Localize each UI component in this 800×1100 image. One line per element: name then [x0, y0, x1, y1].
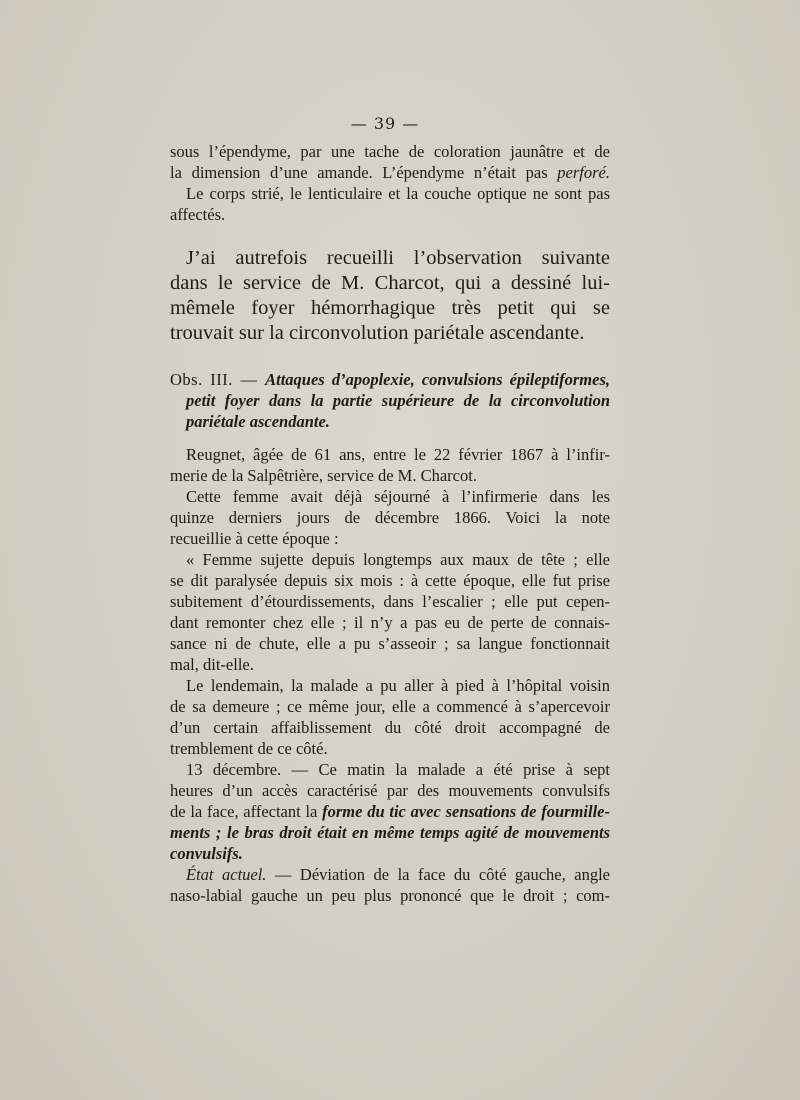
text-line: sance ni de chute, elle a pu s’asseoir ; sa langue fonctionnait	[170, 634, 610, 653]
text-line: Le corps strié, le lenticulaire et la couche optique ne sont pas	[186, 184, 610, 203]
text-line: subitement d’étourdissements, dans l’escalier ; elle put cepen-	[170, 592, 610, 611]
paragraph-case	[170, 444, 610, 906]
text-line: dans le service de M. Charcot, qui a dessiné lui-	[170, 272, 610, 294]
text-line: dant remonter chez elle ; il n’y a pas eu de perte de connais-	[170, 613, 610, 632]
text-line: quinze derniers jours de décembre 1866. Voici la note	[170, 508, 610, 527]
text-line: Le lendemain, la malade a pu aller à pied à l’hôpital voisin	[186, 676, 610, 695]
text-line: se dit paralysée depuis six mois : à cette époque, elle fut prise	[170, 571, 610, 590]
paragraph-ependyme	[170, 141, 610, 225]
text-line: tremblement de ce côté.	[170, 739, 328, 758]
page-number: — 39 —	[350, 114, 420, 133]
text-line: Cette femme avait déjà séjourné à l’infirmerie dans les	[186, 487, 610, 506]
text-line: merie de la Salpêtrière, service de M. Charcot.	[170, 466, 477, 485]
text-line: État actuel. — Déviation de la face du côté gauche, angle	[186, 865, 610, 884]
text-line: affectés.	[170, 205, 226, 224]
text-line: « Femme sujette depuis longtemps aux maux de tête ; elle	[186, 550, 610, 569]
text-line: trouvait sur la circonvolution pariétale ascendante.	[170, 322, 585, 344]
text-line: d’un certain affaiblissement du côté droit accompagné de	[170, 718, 610, 737]
text-line: Reugnet, âgée de 61 ans, entre le 22 février 1867 à l’infir-	[186, 445, 610, 464]
text-line: J’ai autrefois recueilli l’observation suivante	[186, 247, 610, 269]
text-line: pariétale ascendante.	[186, 412, 330, 431]
text-line: ments ; le bras droit était en même temps agité de mouvements	[170, 823, 610, 842]
text-line: petit foyer dans la partie supérieure de la circonvolution	[186, 391, 610, 410]
text-line: la dimension d’une amande. L’épendyme n’était pas perforé.	[170, 163, 610, 182]
text-line: de la face, affectant la forme du tic avec sensations de fourmille-	[170, 802, 610, 821]
text-line: 13 décembre. — Ce matin la malade a été prise à sept	[186, 760, 610, 779]
text-line: convulsifs.	[170, 844, 243, 863]
observation-heading	[170, 369, 610, 432]
text-line: mêmele foyer hémorrhagique très petit qui se	[170, 297, 610, 319]
text-line: de sa demeure ; ce même jour, elle a commencé à s’apercevoir	[170, 697, 610, 716]
paragraph-intro	[170, 246, 610, 346]
text-line: recueillie à cette époque :	[170, 529, 339, 548]
observation-label: Obs. III. —	[170, 370, 266, 389]
text-line: naso-labial gauche un peu plus prononcé que le droit ; com-	[170, 886, 610, 905]
text-line: Obs. III. — Attaques d’apoplexie, convulsions épileptiformes,	[170, 370, 610, 389]
text-line: sous l’épendyme, par une tache de coloration jaunâtre et de	[170, 142, 610, 161]
text-line: heures d’un accès caractérisé par des mouvements convulsifs	[170, 781, 610, 800]
text-line: mal, dit-elle.	[170, 655, 254, 674]
